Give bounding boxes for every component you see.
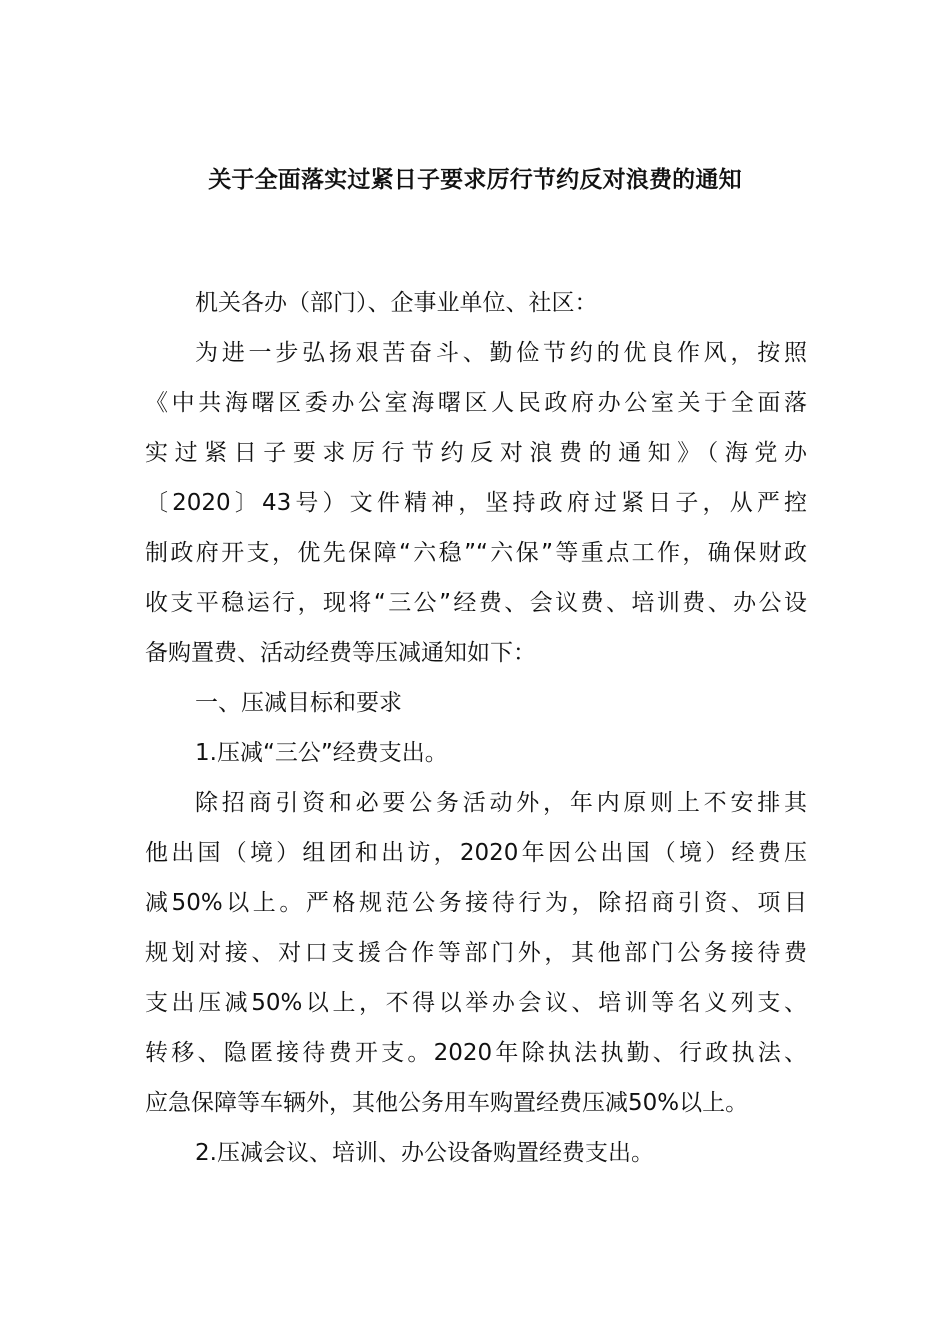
- paragraph-line: 应急保障等车辆外，其他公务用车购置经费压减50%以上。: [145, 1090, 749, 1116]
- paragraph-line: 实过紧日子要求厉行节约反对浪费的通知》（海党办: [145, 440, 807, 466]
- paragraph-line: 为进一步弘扬艰苦奋斗、勤俭节约的优良作风，按照: [195, 340, 807, 366]
- paragraph-line: 《中共海曙区委办公室海曙区人民政府办公室关于全面落: [145, 390, 807, 416]
- paragraph-line: 减50%以上。严格规范公务接待行为，除招商引资、项目: [145, 890, 807, 916]
- paragraph-line: 〔2020〕43号）文件精神，坚持政府过紧日子，从严控: [145, 490, 807, 516]
- document-body: [145, 278, 807, 1178]
- paragraph-line: 他出国（境）组团和出访，2020年因公出国（境）经费压: [145, 840, 807, 866]
- salutation-line: 机关各办（部门）、企事业单位、社区：: [195, 290, 598, 316]
- paragraph-line: 除招商引资和必要公务活动外，年内原则上不安排其: [195, 790, 807, 816]
- paragraph-line: 转移、隐匿接待费开支。2020年除执法执勤、行政执法、: [145, 1040, 807, 1066]
- section-heading: 一、压减目标和要求: [195, 690, 402, 716]
- subsection-heading: 1.压减“三公”经费支出。: [195, 740, 448, 766]
- paragraph-line: 备购置费、活动经费等压减通知如下：: [145, 640, 536, 666]
- document-title: 关于全面落实过紧日子要求厉行节约反对浪费的通知: [208, 167, 742, 193]
- paragraph-line: 规划对接、对口支援合作等部门外，其他部门公务接待费: [145, 940, 807, 966]
- paragraph-line: 收支平稳运行，现将“三公”经费、会议费、培训费、办公设: [145, 590, 807, 616]
- paragraph-line: 支出压减50%以上，不得以举办会议、培训等名义列支、: [145, 990, 807, 1016]
- paragraph-line: 制政府开支，优先保障“六稳”“六保”等重点工作，确保财政: [145, 540, 807, 566]
- subsection-heading: 2.压减会议、培训、办公设备购置经费支出。: [195, 1140, 654, 1166]
